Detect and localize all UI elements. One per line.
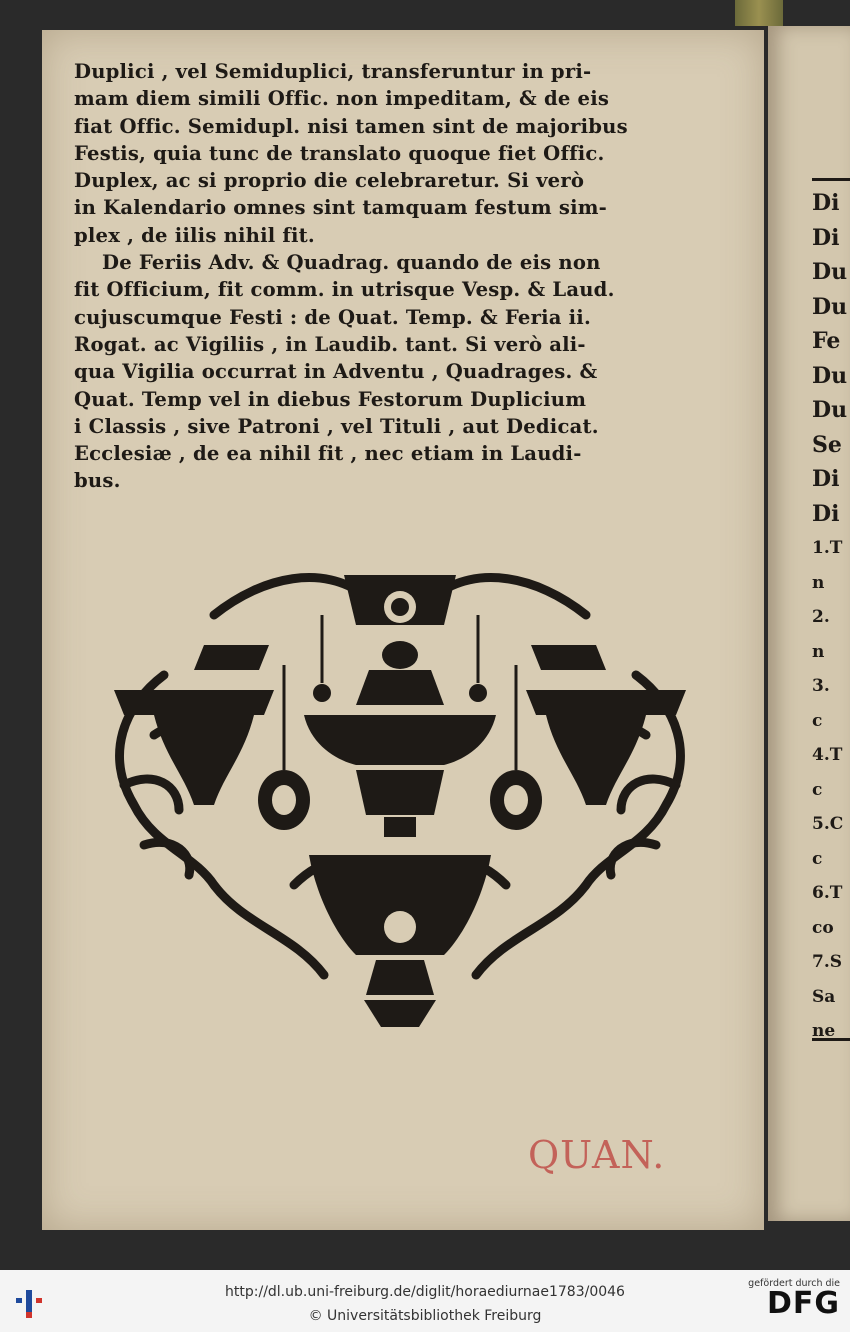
text-fragment: 3.	[812, 676, 830, 696]
text-line: plex , de iilis nihil fit.	[74, 223, 315, 247]
facing-page	[768, 26, 850, 1221]
text-line: fiat Offic. Semidupl. nisi tamen sint de majoribus	[74, 114, 628, 138]
facing-page-text	[768, 186, 850, 1049]
text-line: Festis, quia tunc de translato quoque fiet Offic.	[74, 141, 605, 165]
text-fragment: Di	[812, 190, 840, 216]
page-text	[74, 58, 728, 495]
text-fragment: n	[812, 641, 825, 662]
text-line: Rogat. ac Vigiliis , in Laudib. tant. Si verò ali-	[74, 332, 586, 356]
text-fragment: n	[812, 572, 825, 593]
text-line: in Kalendario omnes sint tamquam festum sim-	[74, 196, 607, 220]
copyright-text: © Universitätsbibliothek Freiburg	[308, 1308, 542, 1324]
text-fragment: Du	[812, 259, 848, 285]
text-line: mam diem simili Offic. non impeditam, & de eis	[74, 87, 610, 111]
text-fragment: Se	[812, 431, 842, 458]
text-fragment: 7.S	[812, 952, 843, 972]
dfg-badge[interactable]	[740, 1278, 840, 1319]
text-fragment: c	[812, 779, 823, 800]
text-fragment: c	[812, 710, 823, 731]
text-line: cujuscumque Festi : de Quat. Temp. & Feria ii.	[74, 305, 591, 329]
bookmark-ribbon	[735, 0, 783, 26]
text-line: Duplex, ac si proprio die celebraretur. Si verò	[74, 169, 585, 193]
text-line: De Feriis Adv. & Quadrag. quando de eis non	[102, 251, 601, 275]
text-fragment: Du	[812, 293, 848, 320]
text-fragment: 2.	[812, 607, 830, 627]
text-line: Duplici , vel Semiduplici, transferuntur in pri-	[74, 60, 592, 83]
text-fragment: Du	[812, 362, 848, 389]
text-fragment: Di	[812, 500, 840, 527]
text-fragment: Di	[812, 224, 840, 251]
text-line: qua Vigilia occurrat in Adventu , Quadrages. &	[74, 360, 598, 384]
text-fragment: Du	[812, 397, 848, 423]
text-fragment: 1.T	[812, 538, 843, 558]
viewer-footer	[0, 1270, 850, 1332]
text-fragment: co	[812, 917, 834, 938]
text-line: bus.	[74, 469, 121, 493]
permalink-url[interactable]: http://dl.ub.uni-freiburg.de/diglit/horaediurnae1783/0046	[225, 1284, 625, 1300]
dfg-tagline: gefördert durch die	[748, 1278, 840, 1289]
dfg-logo: DFG	[766, 1286, 840, 1321]
text-fragment: 6.T	[812, 883, 843, 903]
text-line: i Classis , sive Patroni , vel Tituli , aut Dedicat.	[74, 414, 599, 438]
text-fragment: Di	[812, 466, 840, 492]
text-fragment: 5.C	[812, 814, 844, 834]
text-fragment: c	[812, 848, 823, 869]
text-fragment: ne	[812, 1021, 836, 1041]
text-line: Quat. Temp vel in diebus Festorum Duplicium	[74, 387, 587, 411]
text-fragment: 4.T	[812, 745, 843, 765]
text-line: Ecclesiæ , de ea nihil fit , nec etiam in Laudi-	[74, 442, 582, 466]
text-line: fit Officium, fit comm. in utrisque Vesp. & Laud.	[74, 278, 615, 302]
divider	[812, 1038, 850, 1041]
ornament-woodcut-icon	[94, 555, 706, 1037]
divider	[812, 178, 850, 181]
library-stamp: QUAN.	[528, 1133, 666, 1177]
text-fragment: Sa	[812, 986, 836, 1007]
text-fragment: Fe	[812, 328, 841, 354]
